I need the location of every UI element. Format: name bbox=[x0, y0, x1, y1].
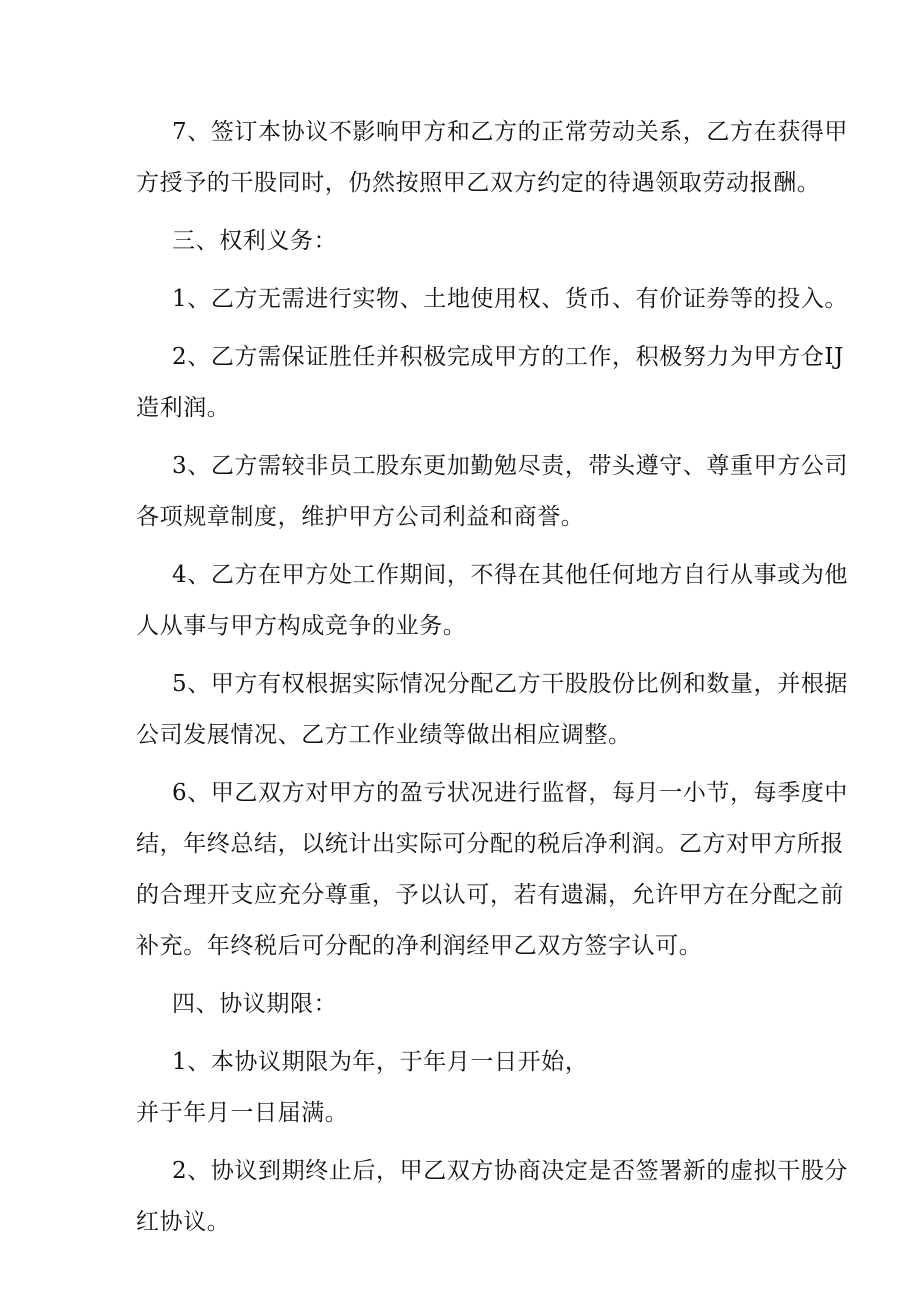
term-clause-2-line-2: 红协议。 bbox=[136, 1209, 231, 1235]
rights-clause-3-line-2: 各项规章制度，维护甲方公司利益和商誉。 bbox=[136, 504, 585, 530]
rights-clause-2-line-1: 2、乙方需保证胜任并积极完成甲方的工作，积极努力为甲方仓IJ bbox=[172, 344, 844, 370]
term-clause-1-line-2: 并于年月一日届满。 bbox=[136, 1100, 349, 1126]
rights-clause-5-line-1: 5、甲方有权根据实际情况分配乙方干股股份比例和数量，并根据 bbox=[172, 671, 849, 697]
term-clause-1-line-1: 1、本协议期限为年，于年月一日开始， bbox=[172, 1049, 589, 1075]
rights-clause-6-line-1: 6、甲乙双方对甲方的盈亏状况进行监督，每月一小节，每季度中 bbox=[172, 780, 849, 806]
rights-clause-6-line-3: 的合理开支应充分尊重，予以认可，若有遗漏，允许甲方在分配之前 bbox=[136, 882, 844, 908]
clause-7-line-2: 方授予的干股同时，仍然按照甲乙双方约定的待遇领取劳动报酬。 bbox=[136, 170, 821, 196]
rights-clause-2-line-2: 造利润。 bbox=[136, 395, 231, 421]
clause-7-line-1: 7、签订本协议不影响甲方和乙方的正常劳动关系，乙方在获得甲 bbox=[172, 119, 849, 145]
term-clause-2-line-1: 2、协议到期终止后，甲乙双方协商决定是否签署新的虚拟干股分 bbox=[172, 1158, 849, 1184]
rights-clause-6-line-4: 补充。年终税后可分配的净利润经甲乙双方签字认可。 bbox=[136, 933, 703, 959]
rights-clause-5-line-2: 公司发展情况、乙方工作业绩等做出相应调整。 bbox=[136, 722, 632, 748]
rights-clause-4-line-2: 人从事与甲方构成竞争的业务。 bbox=[136, 613, 467, 639]
rights-clause-4-line-1: 4、乙方在甲方处工作期间，不得在其他任何地方自行从事或为他 bbox=[172, 562, 849, 588]
section-4-heading: 四、协议期限： bbox=[172, 991, 338, 1017]
rights-clause-1: 1、乙方无需进行实物、土地使用权、货币、有价证券等的投入。 bbox=[172, 286, 849, 312]
rights-clause-6-line-2: 结，年终总结，以统计出实际可分配的税后净利润。乙方对甲方所报 bbox=[136, 831, 844, 857]
section-3-heading: 三、权利义务： bbox=[172, 228, 338, 254]
rights-clause-3-line-1: 3、乙方需较非员工股东更加勤勉尽责，带头遵守、尊重甲方公司 bbox=[172, 453, 849, 479]
